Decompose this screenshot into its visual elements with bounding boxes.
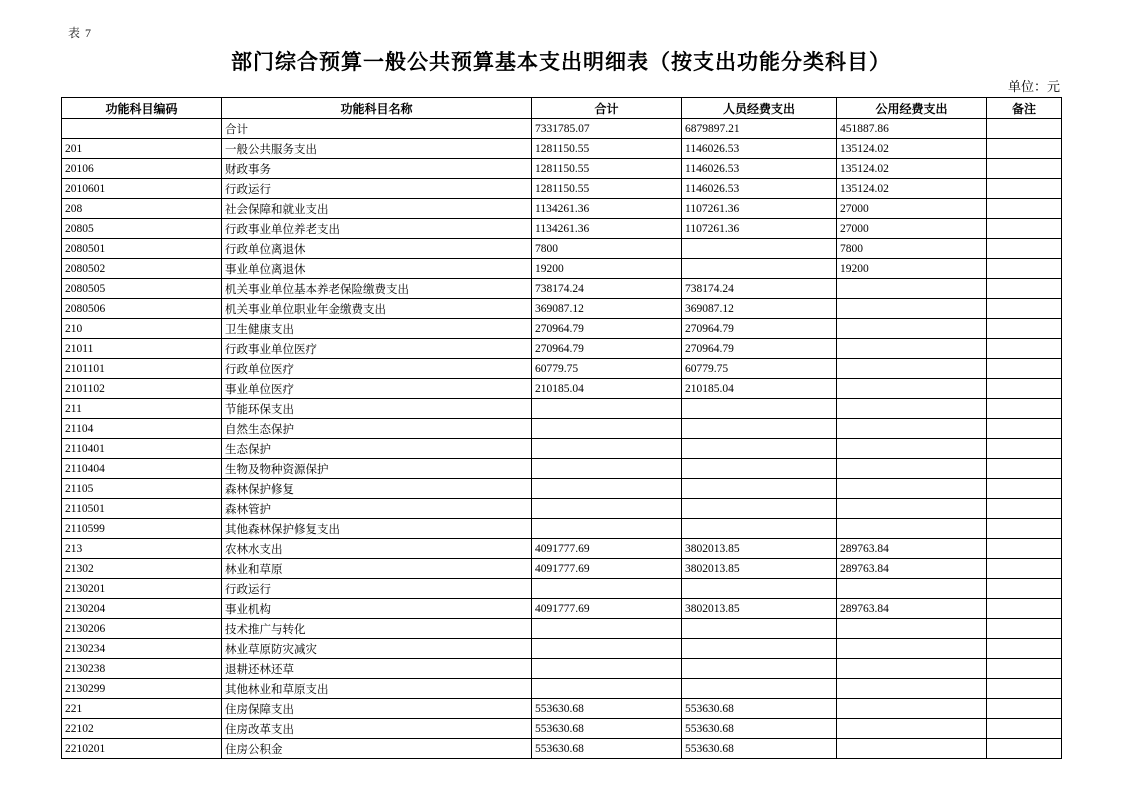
cell-public <box>837 679 987 699</box>
cell-public: 135124.02 <box>837 179 987 199</box>
cell-personnel <box>682 439 837 459</box>
unit-label: 单位：元 <box>1007 79 1060 94</box>
cell-code: 208 <box>62 199 222 219</box>
cell-remark <box>987 199 1062 219</box>
cell-public <box>837 499 987 519</box>
cell-total: 270964.79 <box>532 319 682 339</box>
column-header-remark: 备注 <box>987 98 1062 119</box>
cell-total <box>532 679 682 699</box>
cell-public <box>837 399 987 419</box>
cell-total <box>532 459 682 479</box>
table-row <box>62 119 1062 139</box>
table-row <box>62 219 1062 239</box>
cell-code: 2110404 <box>62 459 222 479</box>
cell-name: 机关事业单位职业年金缴费支出 <box>222 299 532 319</box>
cell-total: 7331785.07 <box>532 119 682 139</box>
cell-public: 451887.86 <box>837 119 987 139</box>
cell-code: 21105 <box>62 479 222 499</box>
cell-remark <box>987 419 1062 439</box>
cell-total: 553630.68 <box>532 719 682 739</box>
cell-total: 553630.68 <box>532 699 682 719</box>
cell-name: 森林管护 <box>222 499 532 519</box>
cell-code: 2080506 <box>62 299 222 319</box>
cell-name: 行政事业单位医疗 <box>222 339 532 359</box>
cell-personnel <box>682 419 837 439</box>
cell-public <box>837 379 987 399</box>
cell-personnel: 210185.04 <box>682 379 837 399</box>
cell-name: 社会保障和就业支出 <box>222 199 532 219</box>
cell-name: 财政事务 <box>222 159 532 179</box>
cell-total <box>532 619 682 639</box>
cell-code: 221 <box>62 699 222 719</box>
column-header-name: 功能科目名称 <box>222 98 532 119</box>
column-header-personnel: 人员经费支出 <box>682 98 837 119</box>
cell-total <box>532 519 682 539</box>
table-row <box>62 179 1062 199</box>
cell-personnel: 270964.79 <box>682 319 837 339</box>
cell-personnel: 270964.79 <box>682 339 837 359</box>
cell-remark <box>987 439 1062 459</box>
cell-remark <box>987 359 1062 379</box>
table-row <box>62 539 1062 559</box>
cell-personnel <box>682 679 837 699</box>
cell-name: 其他森林保护修复支出 <box>222 519 532 539</box>
table-row <box>62 279 1062 299</box>
cell-name: 住房改革支出 <box>222 719 532 739</box>
cell-code: 2080501 <box>62 239 222 259</box>
cell-total <box>532 579 682 599</box>
cell-public: 289763.84 <box>837 539 987 559</box>
table-row <box>62 719 1062 739</box>
table-row <box>62 319 1062 339</box>
cell-total: 4091777.69 <box>532 559 682 579</box>
cell-total: 738174.24 <box>532 279 682 299</box>
table-row <box>62 559 1062 579</box>
cell-code: 2130238 <box>62 659 222 679</box>
cell-personnel: 3802013.85 <box>682 539 837 559</box>
table-row <box>62 239 1062 259</box>
cell-total <box>532 419 682 439</box>
budget-table <box>61 97 1062 759</box>
cell-name: 合计 <box>222 119 532 139</box>
cell-total: 1281150.55 <box>532 159 682 179</box>
column-header-total: 合计 <box>532 98 682 119</box>
cell-public <box>837 739 987 759</box>
cell-public <box>837 339 987 359</box>
table-row <box>62 699 1062 719</box>
cell-remark <box>987 119 1062 139</box>
cell-name: 行政运行 <box>222 179 532 199</box>
cell-personnel: 553630.68 <box>682 739 837 759</box>
cell-personnel: 369087.12 <box>682 299 837 319</box>
cell-public: 135124.02 <box>837 139 987 159</box>
cell-name: 生态保护 <box>222 439 532 459</box>
table-row <box>62 519 1062 539</box>
table-row <box>62 659 1062 679</box>
cell-code: 2210201 <box>62 739 222 759</box>
cell-remark <box>987 579 1062 599</box>
cell-public: 289763.84 <box>837 599 987 619</box>
table-row <box>62 259 1062 279</box>
cell-name: 林业草原防灾减灾 <box>222 639 532 659</box>
cell-total: 369087.12 <box>532 299 682 319</box>
cell-total <box>532 399 682 419</box>
cell-total: 1281150.55 <box>532 139 682 159</box>
cell-personnel <box>682 479 837 499</box>
cell-remark <box>987 719 1062 739</box>
cell-public <box>837 299 987 319</box>
cell-personnel <box>682 619 837 639</box>
table-row <box>62 139 1062 159</box>
cell-total: 1281150.55 <box>532 179 682 199</box>
cell-code: 2130201 <box>62 579 222 599</box>
sheet-label: 表 7 <box>68 26 93 40</box>
cell-personnel: 553630.68 <box>682 719 837 739</box>
cell-remark <box>987 299 1062 319</box>
cell-code: 2080505 <box>62 279 222 299</box>
cell-name: 住房保障支出 <box>222 699 532 719</box>
cell-remark <box>987 279 1062 299</box>
cell-total: 60779.75 <box>532 359 682 379</box>
cell-code: 2130206 <box>62 619 222 639</box>
cell-name: 其他林业和草原支出 <box>222 679 532 699</box>
cell-total: 210185.04 <box>532 379 682 399</box>
cell-public <box>837 659 987 679</box>
table-row <box>62 739 1062 759</box>
table-row <box>62 359 1062 379</box>
cell-name: 事业单位离退休 <box>222 259 532 279</box>
cell-public <box>837 279 987 299</box>
cell-personnel <box>682 459 837 479</box>
cell-public <box>837 319 987 339</box>
cell-code: 2110501 <box>62 499 222 519</box>
cell-code <box>62 119 222 139</box>
cell-personnel: 60779.75 <box>682 359 837 379</box>
cell-code: 210 <box>62 319 222 339</box>
cell-total <box>532 439 682 459</box>
cell-personnel: 738174.24 <box>682 279 837 299</box>
cell-public <box>837 419 987 439</box>
cell-public: 27000 <box>837 199 987 219</box>
cell-personnel: 1107261.36 <box>682 219 837 239</box>
cell-code: 2080502 <box>62 259 222 279</box>
cell-name: 行政运行 <box>222 579 532 599</box>
cell-code: 2110599 <box>62 519 222 539</box>
cell-personnel <box>682 519 837 539</box>
cell-total: 553630.68 <box>532 739 682 759</box>
cell-remark <box>987 699 1062 719</box>
cell-code: 21104 <box>62 419 222 439</box>
cell-personnel <box>682 639 837 659</box>
cell-name: 事业机构 <box>222 599 532 619</box>
cell-name: 退耕还林还草 <box>222 659 532 679</box>
cell-personnel: 1146026.53 <box>682 139 837 159</box>
cell-remark <box>987 619 1062 639</box>
table-body <box>62 119 1062 759</box>
cell-remark <box>987 539 1062 559</box>
cell-code: 213 <box>62 539 222 559</box>
cell-name: 技术推广与转化 <box>222 619 532 639</box>
cell-personnel <box>682 659 837 679</box>
cell-remark <box>987 739 1062 759</box>
cell-personnel: 1146026.53 <box>682 159 837 179</box>
table-row <box>62 439 1062 459</box>
cell-name: 自然生态保护 <box>222 419 532 439</box>
cell-total: 7800 <box>532 239 682 259</box>
cell-name: 事业单位医疗 <box>222 379 532 399</box>
cell-total <box>532 499 682 519</box>
cell-remark <box>987 159 1062 179</box>
table-row <box>62 399 1062 419</box>
cell-remark <box>987 559 1062 579</box>
cell-personnel <box>682 399 837 419</box>
cell-remark <box>987 219 1062 239</box>
table-header-row <box>62 98 1062 119</box>
cell-personnel <box>682 239 837 259</box>
cell-public <box>837 359 987 379</box>
column-header-code: 功能科目编码 <box>62 98 222 119</box>
cell-name: 机关事业单位基本养老保险缴费支出 <box>222 279 532 299</box>
cell-remark <box>987 679 1062 699</box>
cell-public: 289763.84 <box>837 559 987 579</box>
cell-code: 201 <box>62 139 222 159</box>
cell-name: 林业和草原 <box>222 559 532 579</box>
cell-public <box>837 719 987 739</box>
cell-total: 1134261.36 <box>532 199 682 219</box>
cell-code: 2130299 <box>62 679 222 699</box>
cell-remark <box>987 459 1062 479</box>
cell-remark <box>987 519 1062 539</box>
cell-name: 行政单位医疗 <box>222 359 532 379</box>
table-row <box>62 199 1062 219</box>
cell-public <box>837 459 987 479</box>
cell-name: 卫生健康支出 <box>222 319 532 339</box>
cell-code: 2101101 <box>62 359 222 379</box>
table-row <box>62 639 1062 659</box>
cell-code: 21302 <box>62 559 222 579</box>
cell-code: 2101102 <box>62 379 222 399</box>
cell-remark <box>987 239 1062 259</box>
cell-personnel: 553630.68 <box>682 699 837 719</box>
table-row <box>62 459 1062 479</box>
cell-total: 4091777.69 <box>532 539 682 559</box>
cell-total: 4091777.69 <box>532 599 682 619</box>
table-row <box>62 479 1062 499</box>
table-row <box>62 619 1062 639</box>
table-row <box>62 299 1062 319</box>
cell-public <box>837 579 987 599</box>
cell-remark <box>987 499 1062 519</box>
cell-public: 19200 <box>837 259 987 279</box>
cell-personnel: 3802013.85 <box>682 599 837 619</box>
cell-public <box>837 479 987 499</box>
cell-name: 农林水支出 <box>222 539 532 559</box>
cell-code: 20805 <box>62 219 222 239</box>
cell-remark <box>987 599 1062 619</box>
cell-total: 1134261.36 <box>532 219 682 239</box>
cell-public <box>837 519 987 539</box>
table-row <box>62 379 1062 399</box>
page-title: 部门综合预算一般公共预算基本支出明细表（按支出功能分类科目） <box>231 50 891 74</box>
cell-code: 211 <box>62 399 222 419</box>
cell-public: 7800 <box>837 239 987 259</box>
cell-total: 19200 <box>532 259 682 279</box>
cell-name: 节能环保支出 <box>222 399 532 419</box>
cell-personnel <box>682 579 837 599</box>
cell-remark <box>987 339 1062 359</box>
cell-remark <box>987 379 1062 399</box>
cell-remark <box>987 179 1062 199</box>
cell-code: 22102 <box>62 719 222 739</box>
cell-public <box>837 699 987 719</box>
table-row <box>62 159 1062 179</box>
cell-name: 住房公积金 <box>222 739 532 759</box>
cell-personnel <box>682 259 837 279</box>
cell-name: 森林保护修复 <box>222 479 532 499</box>
cell-remark <box>987 659 1062 679</box>
cell-personnel <box>682 499 837 519</box>
table-row <box>62 339 1062 359</box>
cell-name: 生物及物种资源保护 <box>222 459 532 479</box>
table-row <box>62 599 1062 619</box>
cell-code: 2010601 <box>62 179 222 199</box>
table-row <box>62 579 1062 599</box>
cell-remark <box>987 259 1062 279</box>
cell-code: 21011 <box>62 339 222 359</box>
cell-name: 行政事业单位养老支出 <box>222 219 532 239</box>
cell-total <box>532 639 682 659</box>
cell-remark <box>987 479 1062 499</box>
cell-remark <box>987 139 1062 159</box>
cell-personnel: 1107261.36 <box>682 199 837 219</box>
cell-remark <box>987 319 1062 339</box>
table-row <box>62 419 1062 439</box>
cell-total <box>532 659 682 679</box>
cell-public: 135124.02 <box>837 159 987 179</box>
cell-personnel: 1146026.53 <box>682 179 837 199</box>
cell-total <box>532 479 682 499</box>
cell-total: 270964.79 <box>532 339 682 359</box>
cell-code: 2130204 <box>62 599 222 619</box>
cell-remark <box>987 639 1062 659</box>
cell-name: 行政单位离退休 <box>222 239 532 259</box>
cell-code: 2110401 <box>62 439 222 459</box>
cell-public <box>837 439 987 459</box>
cell-public: 27000 <box>837 219 987 239</box>
column-header-public: 公用经费支出 <box>837 98 987 119</box>
cell-name: 一般公共服务支出 <box>222 139 532 159</box>
table-row <box>62 679 1062 699</box>
cell-code: 20106 <box>62 159 222 179</box>
cell-remark <box>987 399 1062 419</box>
cell-code: 2130234 <box>62 639 222 659</box>
cell-personnel: 6879897.21 <box>682 119 837 139</box>
cell-personnel: 3802013.85 <box>682 559 837 579</box>
cell-public <box>837 639 987 659</box>
table-row <box>62 499 1062 519</box>
cell-public <box>837 619 987 639</box>
